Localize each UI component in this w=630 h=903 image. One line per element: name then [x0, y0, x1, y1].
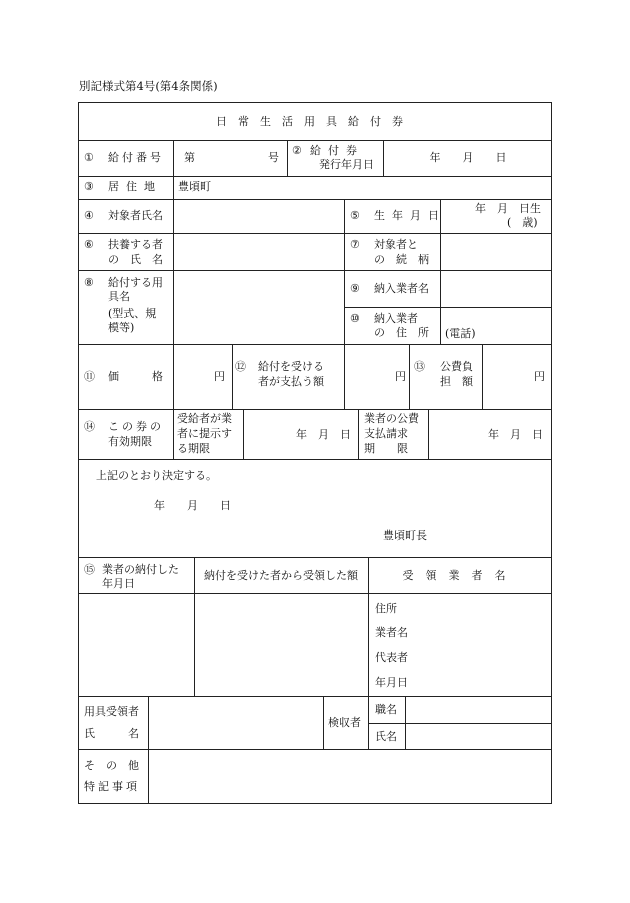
- row3-number: ④: [84, 209, 94, 222]
- decision-date: 年 月 日: [154, 499, 231, 512]
- row2-number: ③: [84, 180, 94, 193]
- birth-date-value: 年 月 日生: [475, 202, 541, 215]
- issue-date-label-line2: 発行年月日: [319, 158, 374, 171]
- recipient-label-line2: 氏 名: [84, 727, 139, 740]
- subject-name-label: 対象者氏名: [108, 209, 163, 222]
- validity-label-line2: 有効期限: [108, 435, 152, 448]
- row1-number: ①: [84, 151, 94, 164]
- supporter-label-line2: の 氏 名: [108, 253, 163, 266]
- row5-number: ⑧: [84, 276, 94, 289]
- remarks-label-line2: 特記事項: [84, 780, 140, 793]
- vendor-name-label: 納入業者名: [374, 282, 429, 295]
- presentation-deadline-line2: 者に提示す: [177, 427, 232, 440]
- presentation-deadline-date: 年 月 日: [296, 428, 351, 441]
- telephone-label: (電話): [445, 327, 476, 340]
- row4-number: ⑥: [84, 238, 94, 251]
- address-value: 豊頃町: [178, 180, 211, 193]
- row5-number-10: ⑩: [350, 312, 360, 325]
- form-number-caption: 別記様式第4号(第4条関係): [79, 79, 218, 93]
- claim-deadline-line1: 業者の公費: [364, 412, 419, 425]
- voucher-form: [78, 102, 552, 804]
- public-share-label-line2: 担 額: [440, 375, 473, 388]
- received-amount-label: 納付を受けた者から受領した額: [204, 569, 358, 582]
- row6-number-12: ⑫: [235, 360, 246, 373]
- row9-number: ⑮: [84, 563, 95, 576]
- row4-number-2: ⑦: [350, 238, 360, 251]
- row1-number-2: ②: [292, 144, 302, 157]
- age-value: ( 歳): [507, 216, 538, 229]
- equipment-label-line1: 給付する用: [108, 276, 163, 289]
- copay-yen: 円: [395, 370, 406, 383]
- copay-label-line2: 者が支払う額: [258, 375, 324, 388]
- vendor-address-label-line1: 納入業者: [374, 312, 418, 325]
- receiving-vendor-label: 受領業者名: [402, 569, 518, 582]
- row7-number: ⑭: [84, 420, 95, 433]
- public-share-label-line1: 公費負: [440, 360, 473, 373]
- issue-date-value: 年 月 日: [429, 151, 507, 164]
- claim-deadline-line3: 期 限: [364, 442, 408, 455]
- inspector-post-label: 職名: [375, 703, 397, 716]
- remarks-label-line1: そ の 他: [84, 759, 139, 772]
- row6-number-13: ⑬: [414, 360, 425, 373]
- public-share-yen: 円: [534, 370, 545, 383]
- vendor-representative-field: 代表者: [375, 651, 408, 664]
- price-label: 価 格: [108, 370, 163, 383]
- issue-date-label-line1: 給付券: [310, 144, 364, 157]
- claim-deadline-line2: 支払請求: [364, 427, 408, 440]
- claim-deadline-date: 年 月 日: [488, 428, 543, 441]
- equipment-label-line4: 模等): [108, 321, 135, 334]
- form-title: 日常生活用具給付券: [216, 115, 414, 128]
- equipment-label-line2: 具名: [108, 290, 130, 303]
- birth-date-label: 生年月日: [374, 209, 446, 222]
- vendor-address-label-line2: の 住 所: [374, 326, 429, 339]
- inspector-label: 検収者: [328, 716, 361, 729]
- issue-number-suffix: 号: [268, 151, 279, 164]
- relationship-label-line2: の 続 柄: [374, 253, 429, 266]
- relationship-label-line1: 対象者と: [374, 238, 418, 251]
- equipment-label-line3: (型式、規: [108, 307, 157, 320]
- validity-label-line1: この券の: [108, 420, 164, 433]
- vendor-name-field: 業者名: [375, 626, 408, 639]
- issue-number-prefix: 第: [184, 151, 195, 164]
- delivery-date-label-line2: 年月日: [102, 577, 135, 590]
- address-label: 居住地: [108, 180, 162, 193]
- row6-number: ⑪: [84, 370, 95, 383]
- vendor-address-field: 住所: [375, 602, 397, 615]
- vendor-date-field: 年月日: [375, 676, 408, 689]
- supporter-label-line1: 扶養する者: [108, 238, 163, 251]
- delivery-date-label-line1: 業者の納付した: [102, 563, 179, 576]
- decision-statement: 上記のとおり決定する。: [96, 469, 217, 482]
- price-yen: 円: [214, 370, 225, 383]
- inspector-name-label: 氏名: [375, 730, 397, 743]
- row3-number-2: ⑤: [350, 209, 360, 222]
- recipient-label-line1: 用具受領者: [84, 705, 139, 718]
- presentation-deadline-line3: る期限: [177, 442, 210, 455]
- presentation-deadline-line1: 受給者が業: [177, 412, 232, 425]
- copay-label-line1: 給付を受ける: [258, 360, 324, 373]
- issue-number-label: 給付番号: [108, 151, 164, 164]
- mayor-signature-label: 豊頃町長: [383, 529, 427, 542]
- row5-number-9: ⑨: [350, 282, 360, 295]
